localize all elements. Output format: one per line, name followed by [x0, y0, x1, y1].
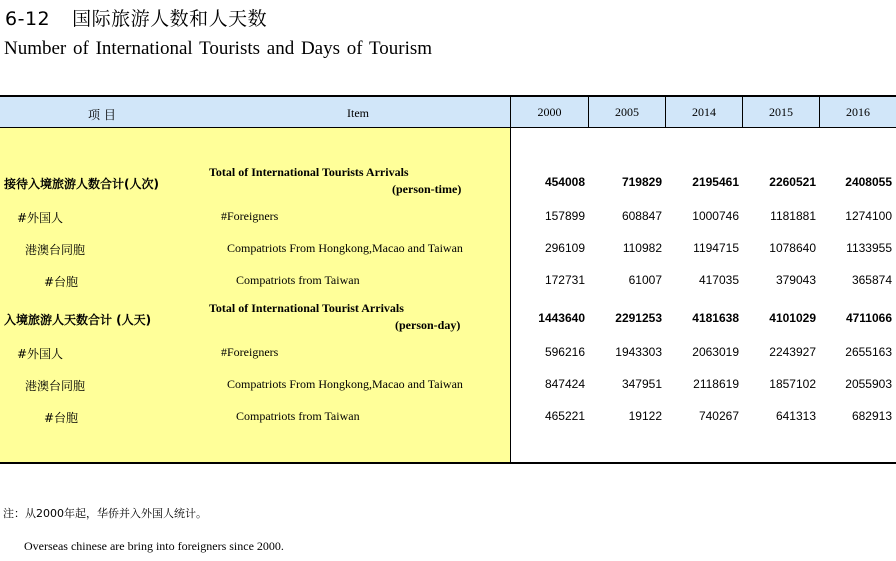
row-label-cn: #台胞 — [44, 411, 79, 425]
cell-value: 641313 — [775, 409, 816, 423]
cell-value: 1443640 — [538, 311, 585, 325]
cell-value: 110982 — [622, 241, 662, 255]
cell-value: 379043 — [775, 273, 816, 287]
cell-value: 157899 — [544, 209, 585, 223]
row-label-en-unit: (person-day) — [395, 318, 461, 332]
data-table — [0, 95, 896, 464]
cell-value: 454008 — [544, 175, 585, 189]
row-label-en: Compatriots From Hongkong,Macao and Taiwan — [227, 241, 463, 255]
cell-value: 465221 — [544, 409, 585, 423]
row-label-en: Total of International Tourists Arrivals — [209, 165, 409, 179]
cell-value: 2118619 — [693, 377, 739, 391]
row-label-en: #Foreigners — [221, 345, 279, 359]
row-label-en: Compatriots from Taiwan — [236, 409, 360, 423]
row-label-en-unit: (person-time) — [392, 182, 462, 196]
row-label-cn: #台胞 — [44, 275, 79, 289]
cell-value: 2055903 — [845, 377, 892, 391]
cell-value: 596216 — [544, 345, 585, 359]
cell-value: 847424 — [544, 377, 585, 391]
column-divider — [510, 128, 511, 464]
cell-value: 2063019 — [692, 345, 739, 359]
cell-value: 417035 — [698, 273, 739, 287]
header-item-cn: 项 目 — [88, 108, 116, 122]
cell-value: 4181638 — [692, 311, 739, 325]
cell-value: 1078640 — [769, 241, 816, 255]
cell-value: 719829 — [621, 175, 662, 189]
row-label-cn: 接待入境旅游人数合计(人次) — [4, 177, 159, 191]
row-label-cn: 港澳台同胞 — [25, 379, 86, 393]
cell-value: 61007 — [628, 273, 662, 287]
cell-value: 4711066 — [845, 311, 892, 325]
cell-value: 365874 — [851, 273, 892, 287]
cell-value: 1943303 — [615, 345, 662, 359]
row-label-cn: #外国人 — [17, 211, 64, 225]
table-header — [0, 95, 896, 128]
header-year: 2005 — [588, 97, 665, 128]
row-label-cn: 港澳台同胞 — [25, 243, 86, 257]
footnote-en: Overseas chinese are bring into foreigners since 2000. — [24, 539, 284, 553]
cell-value: 2655163 — [845, 345, 892, 359]
cell-value: 1194715 — [693, 241, 739, 255]
footnote-cn: 注：从2000年起，华侨并入外国人统计。 — [3, 507, 207, 520]
header-year: 2015 — [742, 97, 819, 128]
header-year: 2016 — [819, 97, 896, 128]
table-title-cn — [5, 4, 267, 31]
cell-value: 19122 — [628, 409, 662, 423]
row-label-cn: #外国人 — [17, 347, 64, 361]
table-number: 6-12 — [5, 8, 51, 30]
row-label-en: #Foreigners — [221, 209, 279, 223]
table-title-cn-text: 国际旅游人数和人天数 — [72, 8, 268, 30]
cell-value: 2408055 — [845, 175, 892, 189]
cell-value: 347951 — [621, 377, 662, 391]
row-label-cn: 入境旅游人天数合计 (人天) — [4, 313, 152, 327]
cell-value: 4101029 — [769, 311, 816, 325]
table-bottom-border — [0, 462, 896, 464]
cell-value: 1133955 — [846, 241, 892, 255]
cell-value: 2260521 — [769, 175, 816, 189]
header-item-en: Item — [347, 106, 369, 120]
cell-value: 1181881 — [770, 209, 816, 223]
cell-value: 2243927 — [769, 345, 816, 359]
cell-value: 2195461 — [692, 175, 739, 189]
header-year: 2000 — [510, 97, 588, 128]
cell-value: 740267 — [698, 409, 739, 423]
cell-value: 682913 — [851, 409, 892, 423]
header-year: 2014 — [665, 97, 742, 128]
cell-value: 1857102 — [769, 377, 816, 391]
table-title-en: Number of International Tourists and Days of Tourism — [4, 38, 433, 59]
cell-value: 1000746 — [692, 209, 739, 223]
cell-value: 608847 — [621, 209, 662, 223]
row-label-en: Compatriots from Taiwan — [236, 273, 360, 287]
cell-value: 172731 — [544, 273, 585, 287]
row-label-en: Total of International Tourist Arrivals — [209, 301, 404, 315]
cell-value: 2291253 — [615, 311, 662, 325]
cell-value: 1274100 — [845, 209, 892, 223]
cell-value: 296109 — [544, 241, 585, 255]
row-label-en: Compatriots From Hongkong,Macao and Taiwan — [227, 377, 463, 391]
